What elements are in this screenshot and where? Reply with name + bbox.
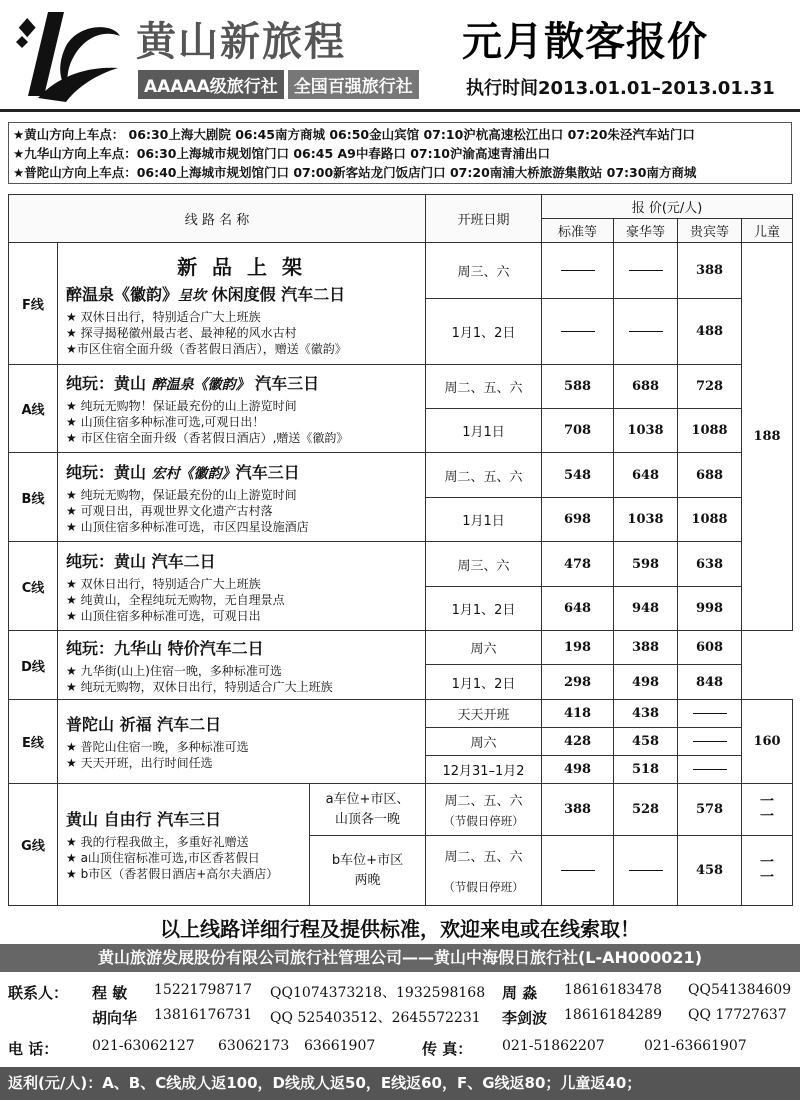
tel-number[interactable]: 021-63062127 <box>92 1038 195 1054</box>
top100-badge: 全国百强旅行社 <box>288 70 419 99</box>
schedule-cell: 1月1、2日 <box>426 665 542 700</box>
line-code-c: C线 <box>9 542 58 631</box>
dash-mark <box>629 870 663 871</box>
contact-qq: QQ1074373218、1932598168 <box>270 985 486 1001</box>
header-child: 儿童 <box>742 219 793 243</box>
route-bullet: ★ 普陀山住宿一晚，多种标准可选 <box>66 740 249 754</box>
header-schedule: 开班日期 <box>426 195 542 243</box>
schedule-cell: 1月1、2日 <box>426 299 542 365</box>
price-vip: 998 <box>678 587 742 631</box>
fax-number: 021-63661907 <box>644 1038 747 1054</box>
grade-badge: AAAAA级旅行社 <box>138 70 284 99</box>
route-bullet: ★ 纯玩无购物，保证最充份的山上游览时间 <box>66 487 297 502</box>
header-standard: 标准等 <box>542 219 614 243</box>
brand-name: 黄山新旅程 <box>136 19 346 65</box>
new-product-label: 新 品 上 架 <box>177 254 306 279</box>
route-bullet: ★ 市区住宿全面升级（香茗假日酒店）,赠送《徽韵》 <box>66 431 349 445</box>
contact-row <box>8 982 798 1007</box>
contact-qq: QQ541384609 <box>688 982 792 998</box>
dash-mark <box>693 713 727 714</box>
route-bullet: ★ 双休日出行，特别适合广大上班族 <box>66 576 261 591</box>
line-code-f: F线 <box>9 243 58 365</box>
schedule-cell: 1月1日 <box>426 498 542 542</box>
table-row <box>9 631 793 665</box>
dash-mark: 一 <box>760 808 775 825</box>
schedule-cell: 12月31–1月2 <box>426 756 542 784</box>
phone-row <box>8 1038 798 1063</box>
price-standard: 388 <box>542 784 614 836</box>
schedule-cell: 周二、五、六 <box>426 365 542 409</box>
contact-phone[interactable]: 15221798717 <box>154 982 252 998</box>
schedule-text: 周二、五、六 <box>444 850 523 865</box>
schedule-cell: 周二、五、六 <box>426 453 542 498</box>
contact-phone[interactable]: 13816176731 <box>154 1007 252 1023</box>
pickup-putuoshan: ★普陀山方向上车点：06:40上海城市规划馆门口 07:00新客站龙门饭店门口 07:20南浦大桥旅游集散站 07:30南方商城 <box>13 165 697 180</box>
schedule-cell: 周三、六 <box>426 243 542 299</box>
price-child-e: 160 <box>742 700 793 784</box>
schedule-cell: 周三、六 <box>426 542 542 587</box>
line-code-a: A线 <box>9 365 58 453</box>
route-bullet: ★ 山顶住宿多种标准可选,可观日出！ <box>66 415 265 429</box>
price-deluxe: 948 <box>614 587 678 631</box>
route-g <box>58 784 310 906</box>
price-child-g <box>742 784 793 836</box>
tel-label: 电 话： <box>8 1040 59 1058</box>
price-deluxe <box>614 243 678 299</box>
dash-mark <box>693 741 727 742</box>
contact-phone[interactable]: 18616183478 <box>564 982 662 998</box>
header-deluxe: 豪华等 <box>614 219 678 243</box>
table-row <box>9 243 793 299</box>
table-row <box>9 784 793 836</box>
price-vip <box>678 728 742 756</box>
option-label: 两晚 <box>354 872 381 888</box>
route-bullet: ★ 我的行程我做主，多重好礼赠送 <box>66 835 249 849</box>
schedule-note: （节假日停班） <box>443 880 524 894</box>
price-vip: 458 <box>678 836 742 906</box>
header-route-name: 线 路 名 称 <box>9 195 426 243</box>
contact-name: 周 淼 <box>502 984 538 1002</box>
table-row <box>9 453 793 498</box>
dash-mark <box>629 270 663 271</box>
line-code-b: B线 <box>9 453 58 542</box>
option-label: 山顶各一晚 <box>335 811 401 827</box>
fax-number: 021-51862207 <box>502 1038 605 1054</box>
badge-row <box>138 70 419 99</box>
price-deluxe: 598 <box>614 542 678 587</box>
schedule-note: （节假日停班） <box>443 814 524 828</box>
price-deluxe: 518 <box>614 756 678 784</box>
price-table <box>8 194 793 906</box>
price-child-g <box>742 836 793 906</box>
price-standard <box>542 243 614 299</box>
fax-label: 传 真： <box>422 1040 473 1058</box>
option-label: a车位+市区、 <box>325 791 410 807</box>
route-bullet: ★ 山顶住宿多种标准可选，市区四星设施酒店 <box>66 519 309 534</box>
option-b <box>310 836 426 906</box>
brand-logo-icon <box>8 6 126 106</box>
route-bullet: ★ 纯玩无购物！保证最充份的山上游览时间 <box>66 399 297 413</box>
line-code-e: E线 <box>9 700 58 784</box>
price-vip: 638 <box>678 542 742 587</box>
price-deluxe: 1038 <box>614 498 678 542</box>
price-deluxe: 648 <box>614 453 678 498</box>
schedule-cell: 周六 <box>426 728 542 756</box>
contacts-block <box>8 982 798 1063</box>
route-bullet: ★ 探寻揭秘徽州最古老、最神秘的风水古村 <box>66 325 297 340</box>
price-deluxe: 1038 <box>614 409 678 453</box>
price-vip: 1088 <box>678 409 742 453</box>
route-c <box>58 542 426 631</box>
tel-number[interactable]: 63062173 <box>218 1038 290 1054</box>
schedule-cell: 1月1日 <box>426 409 542 453</box>
table-row <box>9 365 793 409</box>
route-bullet: ★ 纯玩无购物，双休日出行，特别适合广大上班族 <box>66 679 333 694</box>
route-bullet: ★ 双休日出行，特别适合广大上班族 <box>66 309 261 324</box>
price-deluxe <box>614 299 678 365</box>
price-standard: 198 <box>542 631 614 665</box>
route-title: 纯玩：黄山 宏村《徽韵》汽车三日 <box>66 462 300 482</box>
pickup-jiuhuashan: ★九华山方向上车点：06:30上海城市规划馆门口 06:45 A9中春路口 07:10沪渝高速青浦出口 <box>13 146 551 161</box>
route-bullet: ★ 纯黄山，全程纯玩无购物，无自理景点 <box>66 592 285 607</box>
route-title: 纯玩：黄山 汽车二日 <box>66 551 216 571</box>
route-e <box>58 700 426 784</box>
rebate-banner: 返利(元/人)：A、B、C线成人返100，D线成人返50，E线返60，F、G线返80；儿童返40； <box>0 1067 800 1100</box>
route-title: 普陀山 祈福 汽车二日 <box>66 715 222 734</box>
dash-mark: 一 <box>760 869 775 886</box>
contact-name: 李剑波 <box>502 1009 548 1027</box>
schedule-cell <box>426 836 542 906</box>
itinerary-note: 以上线路详细行程及提供标准，欢迎来电或在线索取！ <box>160 917 640 941</box>
dash-mark <box>561 331 595 332</box>
contact-qq: QQ 525403512、2645572231 <box>270 1010 481 1026</box>
price-deluxe: 458 <box>614 728 678 756</box>
contact-row <box>8 1007 798 1032</box>
route-bullet: ★ 九华街(山上)住宿一晚，多种标准可选 <box>66 663 282 678</box>
price-vip: 488 <box>678 299 742 365</box>
price-deluxe: 528 <box>614 784 678 836</box>
schedule-text: 周二、五、六 <box>444 794 523 809</box>
price-vip: 608 <box>678 631 742 665</box>
header-vip: 贵宾等 <box>678 219 742 243</box>
dash-mark <box>693 769 727 770</box>
price-standard <box>542 299 614 365</box>
price-vip <box>678 756 742 784</box>
route-bullet: ★ a山顶住宿标准可选,市区香茗假日 <box>66 851 260 865</box>
price-standard: 708 <box>542 409 614 453</box>
contact-phone[interactable]: 18616184289 <box>564 1007 662 1023</box>
route-a <box>58 365 426 453</box>
schedule-cell: 天天开班 <box>426 700 542 728</box>
price-child-fabcd: 188 <box>742 243 793 631</box>
price-standard: 298 <box>542 665 614 700</box>
route-bullet: ★ 天天开班，出行时间任选 <box>66 756 213 770</box>
price-deluxe: 688 <box>614 365 678 409</box>
price-vip: 578 <box>678 784 742 836</box>
header <box>0 0 800 112</box>
dash-mark <box>561 870 595 871</box>
page-title: 元月散客报价 <box>462 19 708 65</box>
price-vip: 688 <box>678 453 742 498</box>
price-standard: 418 <box>542 700 614 728</box>
execution-period: 执行时间2013.01.01–2013.01.31 <box>466 78 775 99</box>
contact-name: 程 敏 <box>92 984 128 1002</box>
route-bullet: ★市区住宿全面升级（香茗假日酒店），赠送《徽韵》 <box>66 341 347 356</box>
contact-name: 胡向华 <box>92 1009 138 1027</box>
route-title: 黄山 自由行 汽车三日 <box>66 810 222 829</box>
table-row <box>9 542 793 587</box>
price-deluxe: 498 <box>614 665 678 700</box>
price-standard: 698 <box>542 498 614 542</box>
route-bullet: ★ 可观日出，再观世界文化遗产古村落 <box>66 503 273 518</box>
option-label: b车位+市区 <box>331 852 404 868</box>
price-deluxe: 388 <box>614 631 678 665</box>
price-standard: 548 <box>542 453 614 498</box>
schedule-cell <box>426 784 542 836</box>
table-row <box>9 700 793 728</box>
price-standard: 588 <box>542 365 614 409</box>
price-vip: 1088 <box>678 498 742 542</box>
route-bullet: ★ 山顶住宿多种标准可选，可观日出 <box>66 608 261 623</box>
price-vip: 728 <box>678 365 742 409</box>
route-title: 醉温泉《徽韵》呈坎 休闲度假 汽车二日 <box>66 284 346 304</box>
line-code-d: D线 <box>9 631 58 700</box>
price-vip <box>678 700 742 728</box>
option-a <box>310 784 426 836</box>
tel-number[interactable]: 63661907 <box>304 1038 376 1054</box>
dash-mark <box>561 270 595 271</box>
pickup-huangshan: ★黄山方向上车点： 06:30上海大剧院 06:45南方商城 06:50金山宾馆 07:10沪杭高速松江出口 07:20朱泾汽车站门口 <box>13 127 695 142</box>
price-vip: 388 <box>678 243 742 299</box>
pickup-points <box>8 122 792 184</box>
dash-mark: 一 <box>760 793 775 810</box>
route-f <box>58 243 426 365</box>
dash-mark: 一 <box>760 854 775 871</box>
price-deluxe <box>614 836 678 906</box>
line-code-g: G线 <box>9 784 58 906</box>
contact-qq: QQ 17727637 <box>688 1007 787 1023</box>
route-title: 纯玩：黄山 醉温泉《徽韵》 汽车三日 <box>66 374 320 393</box>
price-deluxe: 438 <box>614 700 678 728</box>
header-price-group: 报 价(元/人) <box>542 195 793 219</box>
route-d <box>58 631 426 700</box>
route-title: 纯玩：九华山 特价汽车二日 <box>66 638 264 658</box>
price-standard <box>542 836 614 906</box>
price-standard: 498 <box>542 756 614 784</box>
price-vip: 848 <box>678 665 742 700</box>
schedule-cell: 周六 <box>426 631 542 665</box>
price-standard: 478 <box>542 542 614 587</box>
company-banner: 黄山旅游发展股份有限公司旅行社管理公司——黄山中海假日旅行社(L-AH000021) <box>0 944 800 972</box>
route-b <box>58 453 426 542</box>
contact-label: 联系人： <box>8 984 69 1002</box>
price-standard: 428 <box>542 728 614 756</box>
dash-mark <box>629 331 663 332</box>
price-standard: 648 <box>542 587 614 631</box>
schedule-cell: 1月1、2日 <box>426 587 542 631</box>
route-bullet: ★ b市区（香茗假日酒店+高尔夫酒店） <box>66 867 279 881</box>
